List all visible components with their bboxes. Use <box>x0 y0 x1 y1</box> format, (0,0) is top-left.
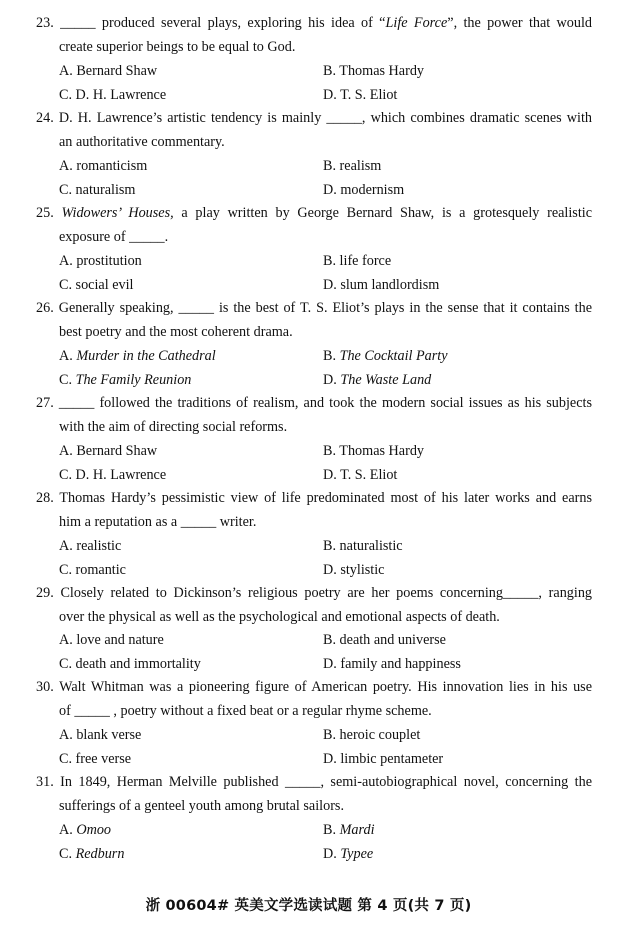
question-number: 26. <box>36 300 54 316</box>
question-25-line-1 <box>36 204 592 222</box>
question-24-option-a: A. romanticism <box>59 158 148 174</box>
option-title: The Waste Land <box>340 372 432 388</box>
option-title: Mardi <box>339 822 375 838</box>
option-letter: A. <box>59 822 73 838</box>
question-text: ”, the power that would <box>447 15 593 31</box>
question-26-line-1 <box>36 299 592 317</box>
question-text: Thomas Hardy’s pessimistic view of life predominated most of his later works and earns <box>59 490 592 506</box>
question-number: 23. <box>36 15 54 31</box>
question-number: 24. <box>36 110 54 126</box>
option-letter: D. <box>323 372 337 388</box>
question-text: a play written by George Bernard Shaw, is a grotesquely realistic <box>173 205 592 221</box>
question-31-line-1 <box>36 773 592 791</box>
page-footer: 浙 00604# 英美文学选读试题 第 4 页(共 7 页) <box>145 898 472 914</box>
question-26-option-a <box>59 347 216 365</box>
option-title: The Cocktail Party <box>339 348 448 364</box>
question-text-italic: Life Force <box>385 15 448 31</box>
question-number: 28. <box>36 490 54 506</box>
question-23-option-c: C. D. H. Lawrence <box>59 87 167 103</box>
question-text: Closely related to Dickinson’s religious poetry are her poems concerning_____, ranging <box>60 585 593 601</box>
question-text: Generally speaking, _____ is the best of T. S. Eliot’s plays in the sense that it contains the <box>58 300 593 316</box>
question-24-option-d: D. modernism <box>323 182 405 198</box>
question-24-option-b: B. realism <box>323 158 382 174</box>
question-30-option-d: D. limbic pentameter <box>323 751 444 767</box>
question-30-option-b: B. heroic couplet <box>323 727 421 743</box>
play-title: Widowers’ Houses, <box>61 205 174 221</box>
question-23-line-1 <box>36 14 592 32</box>
question-27-option-c: C. D. H. Lawrence <box>59 467 167 483</box>
question-text: _____ followed the traditions of realism, and took the modern social issues as his subjects <box>58 395 592 411</box>
question-29-line-1 <box>36 584 592 602</box>
question-text: Walt Whitman was a pioneering figure of American poetry. His innovation lies in his use <box>59 679 592 695</box>
question-27-line-1 <box>36 394 592 412</box>
question-29-option-a: A. love and nature <box>59 632 164 648</box>
option-title: Redburn <box>75 846 125 862</box>
question-28-option-d: D. stylistic <box>323 562 385 578</box>
question-25-option-c: C. social evil <box>59 277 134 293</box>
question-28-option-c: C. romantic <box>59 562 126 578</box>
question-28-line-1 <box>36 489 592 507</box>
question-number: 31. <box>36 774 54 790</box>
option-letter: B. <box>323 348 337 364</box>
question-28-option-b: B. naturalistic <box>323 538 403 554</box>
option-title: Omoo <box>76 822 112 838</box>
question-text: In 1849, Herman Melville published _____, semi-autobiographical novel, concerning the <box>60 774 592 790</box>
question-number: 29. <box>36 585 54 601</box>
question-28-option-a: A. realistic <box>59 538 122 554</box>
question-text: _____ produced several plays, exploring his idea of “ <box>60 15 386 31</box>
question-26-line-2: best poetry and the most coherent drama. <box>59 324 293 340</box>
question-24-line-1 <box>36 109 592 127</box>
question-29-line-2: over the physical as well as the psychological and emotional aspects of death. <box>59 609 500 625</box>
option-letter: D. <box>323 846 337 862</box>
question-31-option-c <box>59 845 124 863</box>
question-27-line-2: with the aim of directing social reforms. <box>59 419 288 435</box>
question-24-option-c: C. naturalism <box>59 182 136 198</box>
option-title: The Family Reunion <box>75 372 192 388</box>
question-26-option-d <box>323 371 431 389</box>
question-29-option-c: C. death and immortality <box>59 656 201 672</box>
question-text: D. H. Lawrence’s artistic tendency is mainly _____, which combines dramatic scenes with <box>58 110 593 126</box>
question-24-line-2: an authoritative commentary. <box>59 134 225 150</box>
option-letter: C. <box>59 846 73 862</box>
question-27-option-d: D. T. S. Eliot <box>323 467 398 483</box>
question-29-option-b: B. death and universe <box>323 632 446 648</box>
question-30-option-a: A. blank verse <box>59 727 142 743</box>
question-27-option-b: B. Thomas Hardy <box>323 443 425 459</box>
question-27-option-a: A. Bernard Shaw <box>59 443 158 459</box>
question-23-option-b: B. Thomas Hardy <box>323 63 425 79</box>
question-25-option-a: A. prostitution <box>59 253 142 269</box>
question-25-line-2: exposure of _____. <box>59 229 169 245</box>
question-31-option-b <box>323 821 375 839</box>
option-title: Murder in the Cathedral <box>76 348 216 364</box>
question-25-option-b: B. life force <box>323 253 392 269</box>
question-29-option-d: D. family and happiness <box>323 656 461 672</box>
question-number: 30. <box>36 679 54 695</box>
question-23-line-2: create superior beings to be equal to God. <box>59 39 296 55</box>
question-30-option-c: C. free verse <box>59 751 132 767</box>
question-23-option-d: D. T. S. Eliot <box>323 87 398 103</box>
question-26-option-c <box>59 371 191 389</box>
option-letter: B. <box>323 822 337 838</box>
question-23-option-a: A. Bernard Shaw <box>59 63 158 79</box>
question-25-option-d: D. slum landlordism <box>323 277 440 293</box>
question-number: 25. <box>36 205 54 221</box>
question-30-line-2: of _____ , poetry without a fixed beat or a regular rhyme scheme. <box>59 703 432 719</box>
option-letter: C. <box>59 372 73 388</box>
question-30-line-1 <box>36 678 592 696</box>
option-title: Typee <box>340 846 374 862</box>
question-31-line-2: sufferings of a genteel youth among brutal sailors. <box>59 798 344 814</box>
question-number: 27. <box>36 395 54 411</box>
option-letter: A. <box>59 348 73 364</box>
question-31-option-d <box>323 845 373 863</box>
question-26-option-b <box>323 347 448 365</box>
question-28-line-2: him a reputation as a _____ writer. <box>59 514 257 530</box>
question-31-option-a <box>59 821 111 839</box>
